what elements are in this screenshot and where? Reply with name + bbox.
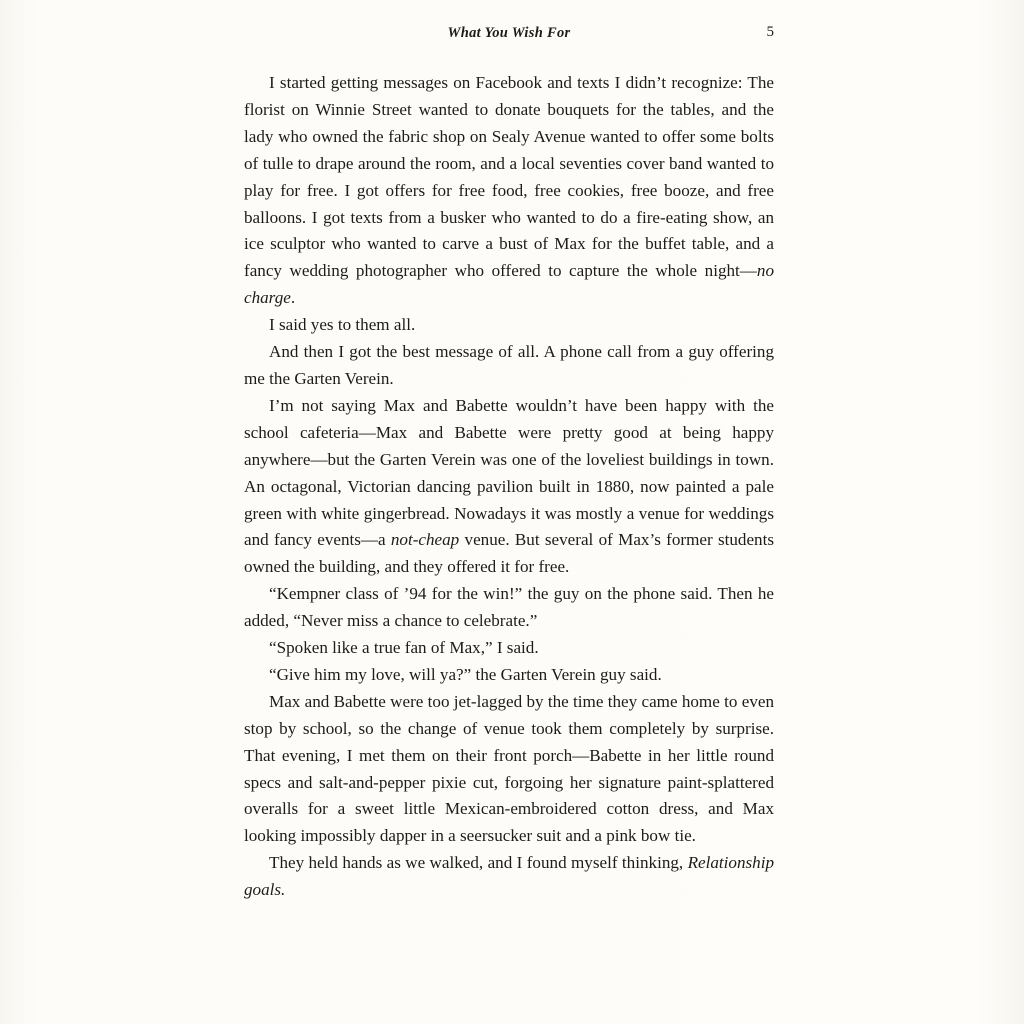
text-run: They held hands as we walked, and I found myself thinking, [269,853,688,873]
running-head [244,22,774,46]
paragraph [244,635,774,662]
paragraph [244,70,774,312]
text-run: . [290,288,296,308]
italic-text: not-cheap [390,530,460,550]
text-run: I’m not saying Max and Babette wouldn’t have been happy with the school cafeteria—Max and Babette were pretty good at being happy anywhere—but the Garten Verein was one of the loveliest buildings in town. An octagonal, Victorian dancing pavilion built in 1880, now painted a pale green with white gingerbread. Nowadays it was mostly a venue for weddings and fancy events—a [244,395,774,550]
text-run: venue. But several of Max’s former students owned the building, and they offered it for free. [244,530,774,577]
text-run: I said yes to them all. [269,315,416,335]
text-run: I started getting messages on Facebook and texts I didn’t recognize: The florist on Winnie Street wanted to donate bouquets for the tables, and the lady who owned the fabric shop on Sealy Avenue wanted to offer some bolts of tulle to drape around the room, and a local seventies cover band wanted to play for free. I got offers for free food, free cookies, free booze, and free balloons. I got texts from a busker who wanted to do a fire-eating show, an ice sculptor who wanted to carve a bust of Max for the buffet table, and a fancy wedding photographer who offered to capture the whole night— [244,73,774,281]
italic-text: Relationship goals. [244,853,774,900]
running-title: What You Wish For [447,25,571,41]
paragraph [244,689,774,850]
body-text [244,70,774,904]
paragraph [244,662,774,689]
text-run: “Kempner class of ’94 for the win!” the guy on the phone said. Then he added, “Never miss a chance to celebrate.” [244,584,774,631]
text-run: “Spoken like a true fan of Max,” I said. [269,638,539,658]
paragraph [244,393,774,581]
paragraph [244,850,774,904]
paragraph [244,312,774,339]
text-run: “Give him my love, will ya?” the Garten Verein guy said. [269,664,662,684]
italic-text: no charge [244,261,774,308]
page-number: 5 [766,24,774,40]
text-run: Max and Babette were too jet-lagged by the time they came home to even stop by school, so the change of venue took them completely by surprise. That evening, I met them on their front porch—Babette in her little round specs and salt-and-pepper pixie cut, forgoing her signature paint-splattered overalls for a sweet little Mexican-embroidered cotton dress, and Max looking impossibly dapper in a seersucker suit and a pink bow tie. [244,691,774,846]
paragraph [244,581,774,635]
paragraph [244,339,774,393]
text-run: And then I got the best message of all. A phone call from a guy offering me the Garten Verein. [244,342,774,388]
